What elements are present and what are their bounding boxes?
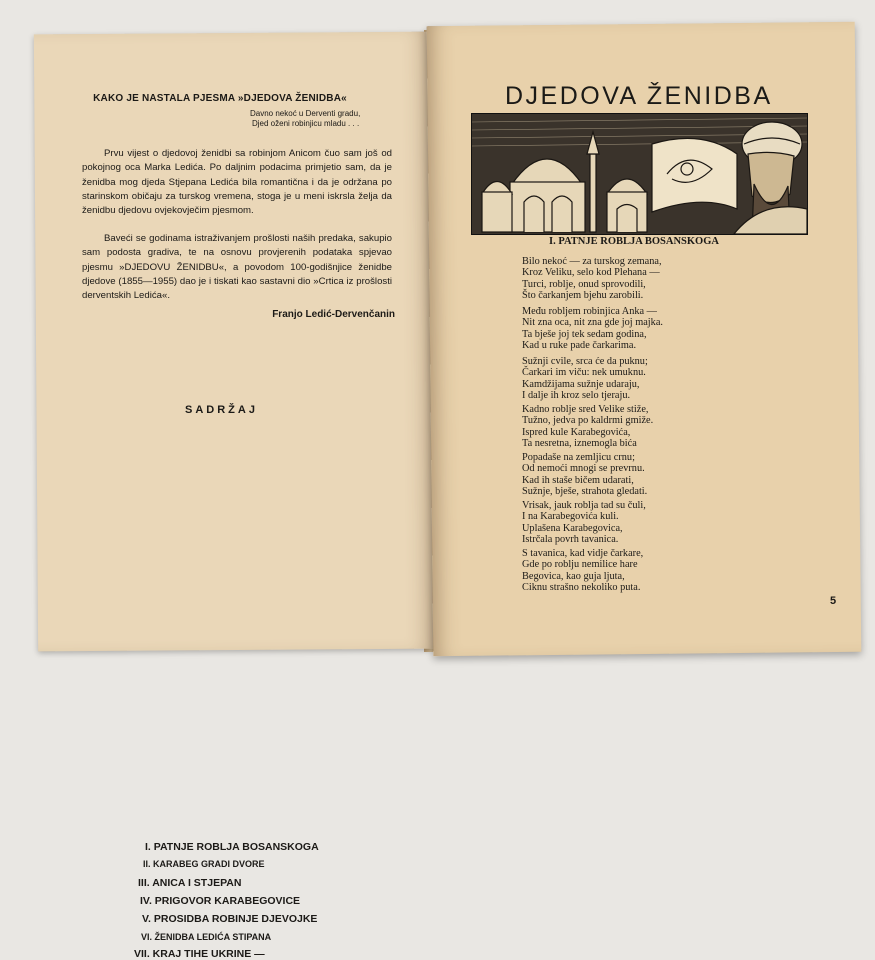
poem-line: Ta bješe joj tek sedam godina, <box>522 328 647 340</box>
poem-line: Turci, roblje, onud sprovodili, <box>522 278 646 290</box>
poem-line: S tavanica, kad vidje čarkare, <box>522 548 644 559</box>
poem-line: Ta nesretna, iznemogla bića <box>522 438 637 450</box>
toc-item: VI. ŽENIDBA LEDIĆA STIPANA <box>141 932 272 942</box>
poem-line: Čarkari im viču: nek umuknu. <box>522 367 646 379</box>
poem-line: Kadno roblje sred Velike stiže, <box>522 404 649 415</box>
poem-line: Ciknu strašno nekoliko puta. <box>522 582 641 594</box>
poem-stanza <box>522 452 772 498</box>
poem-stanza <box>522 404 772 450</box>
poem-stanza <box>522 306 772 352</box>
poem-line: Bilo nekoć — za turskog zemana, <box>522 256 662 267</box>
contents-title: SADRŽAJ <box>185 404 258 416</box>
intro-paragraph: Baveći se godinama istraživanjem prošlosti naših predaka, sakupio sam podosta gradiva, te na osnovu provjerenih podataka spjevao pjesmu »DJEDOVU ŽENIDBU«, a povodom 100-godišnjice ženidbe djedove (1855—1955) dao je i tiskati kao sastavni dio »Crtica iz prošlosti derventskih Ledića«. <box>82 233 392 302</box>
poem-line: Gde po roblju nemilice hare <box>522 559 638 571</box>
page-number: 5 <box>830 595 837 607</box>
toc-item: II. KARABEG GRADI DVORE <box>143 859 265 869</box>
poem-line: I na Karabegovića kuli. <box>522 511 619 523</box>
toc-item: V. PROSIDBA ROBINJE DJEVOJKE <box>142 913 318 925</box>
poem-line: Među robljem robinjica Anka — <box>522 306 657 317</box>
epigraph <box>250 109 400 129</box>
poem-line: Kad ih staše bičem udarati, <box>522 474 634 486</box>
poem-stanza <box>522 356 772 402</box>
poem-line: Istrčala povrh tavanica. <box>522 534 619 546</box>
poem-stanza <box>522 500 772 546</box>
poem-line: Sužnje, bješe, strahota gledati. <box>522 486 648 498</box>
toc-item: VII. KRAJ TIHE UKRINE — <box>134 948 265 960</box>
poem-line: Kamdžijama sužnje udaraju, <box>522 378 640 390</box>
poem-line: Nit zna oca, nit zna gde joj majka. <box>522 317 663 329</box>
poem-line: Begovica, kao guja ljuta, <box>522 570 625 582</box>
intro-paragraph: Prvu vijest o djedovoj ženidbi sa robinjom Anicom čuo sam još od pokojnog oca Marka Ledića. Po daljnim podacima primjetio sam, da je ženidba mog djeda Stjepana Ledića bila romantična i da je održana po starinskom običaju za turskog vremena, stoga je u meni iskrsla želja da ženidbu djedovu ovjekovječim pjesmom. <box>82 148 392 217</box>
poem-line: Uplašena Karabegovica, <box>522 522 623 534</box>
author-signature: Franjo Ledić-Dervenčanin <box>272 309 395 320</box>
poem-origin-heading: KAKO JE NASTALA PJESMA »DJEDOVA ŽENIDBA« <box>93 93 347 104</box>
poem-stanza <box>522 256 772 302</box>
poem-line: Kad u ruke pade čarkarima. <box>522 340 637 352</box>
poem-line: Sužnji cvile, srca će da puknu; <box>522 356 648 367</box>
oriental-scene-illustration <box>471 113 808 235</box>
poem-line: I dalje ih kroz selo tjeraju. <box>522 390 631 402</box>
chapter-heading: I. PATNJE ROBLJA BOSANSKOGA <box>549 236 719 247</box>
poem-line: Popadaše na zemljicu crnu; <box>522 452 635 463</box>
poem-line: Što čarkanjem bjehu zarobili. <box>522 290 644 302</box>
poem-title: DJEDOVA ŽENIDBA <box>505 82 773 110</box>
poem-stanza <box>522 548 772 594</box>
poem-line: Kroz Veliku, selo kod Plehana — <box>522 267 660 279</box>
epigraph-line: Djed oženi robinjicu mladu . . . <box>252 119 360 128</box>
poem-line: Ispred kule Karabegovića, <box>522 426 631 438</box>
poem-line: Od nemoći mnogi se prevrnu. <box>522 463 645 475</box>
toc-item: I. PATNJE ROBLJA BOSANSKOGA <box>145 841 319 853</box>
toc-item: III. ANICA I STJEPAN <box>138 877 242 889</box>
epigraph-line: Davno nekoć u Derventi gradu, <box>250 109 361 118</box>
poem-line: Vrisak, jauk roblja tad su čuli, <box>522 500 646 511</box>
poem-line: Tužno, jedva po kaldrmi gmiže. <box>522 415 654 427</box>
toc-item: IV. PRIGOVOR KARABEGOVICE <box>140 895 301 907</box>
